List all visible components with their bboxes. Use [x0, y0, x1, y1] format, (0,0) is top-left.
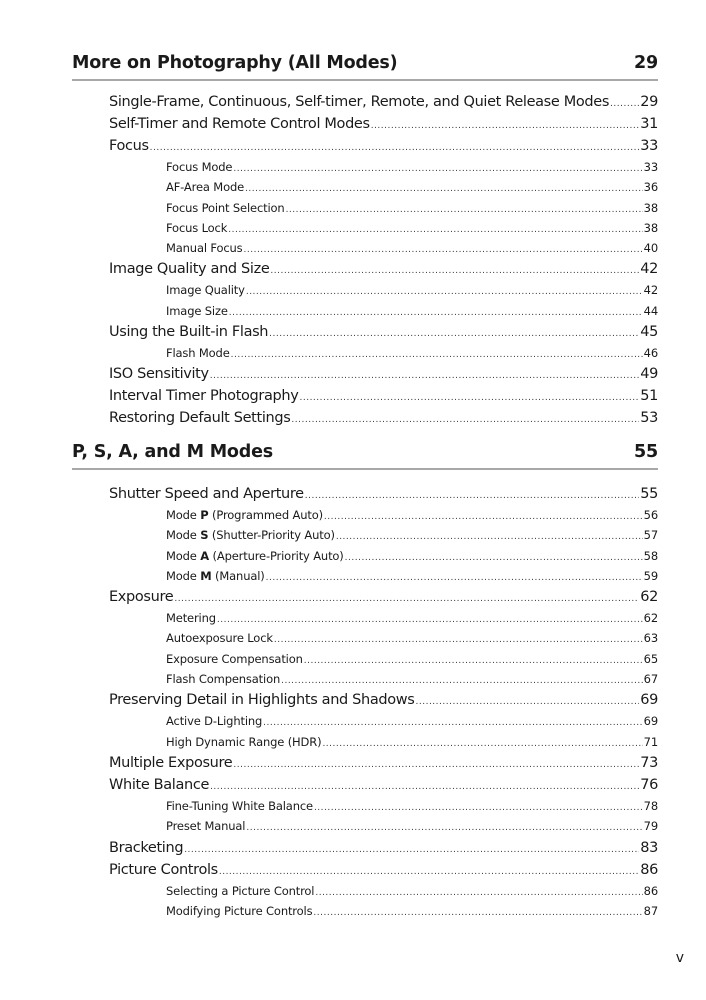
- toc-subentry[interactable]: [109, 649, 658, 669]
- entry-page-number: 40: [643, 241, 658, 256]
- entry-page-number: 71: [643, 734, 658, 749]
- dot-leader: [336, 527, 643, 547]
- entry-page-number: 36: [643, 180, 658, 195]
- dot-leader: [274, 630, 643, 650]
- toc-subentry[interactable]: [109, 546, 658, 566]
- dot-leader: [246, 818, 642, 838]
- dot-leader: [416, 691, 640, 713]
- dot-leader: [244, 240, 643, 260]
- dot-leader: [263, 713, 642, 733]
- entry-page-number: 51: [640, 388, 658, 405]
- entry-title: Focus Mode: [166, 160, 233, 174]
- dot-leader: [229, 303, 643, 323]
- entry-title: Image Quality and Size: [109, 261, 270, 278]
- toc-subentry[interactable]: [109, 343, 658, 363]
- entry-title-prefix: Mode: [166, 548, 201, 563]
- dot-leader: [233, 754, 639, 776]
- entry-title: Metering: [166, 611, 216, 626]
- mode-letter: S: [200, 528, 209, 543]
- dot-leader: [305, 485, 639, 507]
- entry-page-number: 62: [643, 611, 658, 626]
- toc-entry[interactable]: [109, 689, 658, 711]
- entry-title: [166, 505, 323, 525]
- entry-page-number: 44: [643, 303, 658, 318]
- toc-subentry[interactable]: [109, 157, 658, 177]
- toc-entries-list: [72, 81, 658, 429]
- toc-entry[interactable]: [109, 483, 658, 505]
- section-title: More on Photography (All Modes): [72, 53, 398, 73]
- toc-subentry[interactable]: [109, 628, 658, 648]
- dot-leader: [281, 671, 643, 691]
- entry-page-number: 63: [643, 631, 658, 646]
- toc-entries-list: [72, 470, 658, 921]
- dot-leader: [314, 798, 643, 818]
- entry-title: Shutter Speed and Aperture: [109, 486, 304, 502]
- dot-leader: [246, 282, 643, 302]
- entry-title: Manual Focus: [166, 241, 243, 256]
- entry-title: Exposure Compensation: [166, 651, 303, 666]
- entry-page-number: 31: [640, 116, 658, 132]
- toc-section-more-on-photography: [72, 52, 658, 429]
- entry-page-number: 42: [640, 261, 658, 278]
- dot-leader: [270, 260, 639, 282]
- entry-page-number: 53: [640, 410, 658, 427]
- toc-subentry[interactable]: [109, 816, 658, 836]
- entry-title: Bracketing: [109, 839, 184, 856]
- toc-entry[interactable]: [109, 385, 658, 407]
- entry-page-number: 79: [643, 819, 658, 834]
- entry-page-number: 65: [643, 651, 658, 666]
- section-page-number: 55: [634, 442, 658, 462]
- entry-title-suffix: (Shutter-Priority Auto): [208, 528, 335, 543]
- entry-page-number: 69: [643, 714, 658, 729]
- toc-subentry[interactable]: [109, 238, 658, 258]
- dot-leader: [210, 365, 639, 387]
- toc-subentry[interactable]: [109, 218, 658, 238]
- entry-title: Preserving Detail in Highlights and Shadows: [109, 692, 415, 709]
- entry-page-number: 38: [643, 200, 658, 215]
- toc-section-psam-modes: [72, 441, 658, 921]
- dot-leader: [150, 137, 640, 159]
- entry-title: [166, 525, 335, 545]
- entry-title-suffix: (Aperture-Priority Auto): [209, 548, 344, 563]
- section-header: [72, 441, 658, 470]
- entry-page-number: 76: [640, 776, 658, 793]
- entry-title: Exposure: [109, 589, 174, 606]
- dot-leader: [304, 651, 643, 671]
- entry-title: Restoring Default Settings: [109, 410, 291, 427]
- section-header: [72, 52, 658, 81]
- entry-title: Active D-Lighting: [166, 714, 263, 729]
- toc-subentry[interactable]: [109, 280, 658, 300]
- entry-page-number: 59: [643, 568, 658, 583]
- entry-page-number: 73: [640, 754, 658, 771]
- toc-entry[interactable]: [109, 837, 658, 859]
- mode-letter: P: [200, 508, 209, 522]
- entry-title-prefix: Mode: [166, 528, 201, 543]
- entry-title: Focus Point Selection: [166, 200, 285, 215]
- toc-subentry[interactable]: [109, 301, 658, 321]
- entry-page-number: 62: [640, 589, 658, 606]
- toc-subentry[interactable]: [109, 198, 658, 218]
- entry-title: Interval Timer Photography: [109, 388, 299, 405]
- toc-entry[interactable]: [109, 407, 658, 429]
- dot-leader: [322, 734, 642, 754]
- toc-subentry[interactable]: [109, 566, 658, 586]
- toc-subentry[interactable]: [109, 177, 658, 197]
- entry-title-suffix: (Manual): [211, 568, 265, 583]
- toc-entry[interactable]: [109, 91, 658, 113]
- dot-leader: [291, 409, 639, 431]
- entry-page-number: 83: [640, 839, 658, 856]
- entry-page-number: 46: [643, 346, 658, 361]
- toc-subentry[interactable]: [109, 525, 658, 545]
- toc-subentry[interactable]: [109, 711, 658, 731]
- entry-page-number: 33: [640, 138, 658, 154]
- toc-entry[interactable]: [109, 113, 658, 135]
- toc-entry[interactable]: [109, 774, 658, 796]
- section-page-number: 29: [634, 53, 658, 73]
- entry-title: Picture Controls: [109, 861, 218, 878]
- entry-page-number: 86: [643, 883, 658, 898]
- dot-leader: [231, 345, 643, 365]
- entry-page-number: 56: [643, 508, 658, 522]
- toc-subentry[interactable]: [109, 881, 658, 901]
- entry-page-number: 86: [640, 861, 658, 878]
- dot-leader: [210, 776, 639, 798]
- toc-entry[interactable]: [109, 586, 658, 608]
- dot-leader: [315, 883, 642, 903]
- entry-title: [166, 566, 265, 586]
- dot-leader: [233, 159, 642, 179]
- toc-entry[interactable]: [109, 135, 658, 157]
- entry-page-number: 45: [640, 324, 658, 341]
- entry-page-number: 69: [640, 692, 658, 709]
- entry-title-prefix: Mode: [166, 568, 201, 583]
- entry-page-number: 58: [643, 548, 658, 563]
- toc-entry[interactable]: [109, 258, 658, 280]
- toc-subentry[interactable]: [109, 901, 658, 921]
- dot-leader: [269, 323, 639, 345]
- entry-page-number: 55: [640, 486, 658, 502]
- entry-title: Focus: [109, 138, 149, 154]
- entry-title: Flash Mode: [166, 346, 230, 361]
- entry-title: Multiple Exposure: [109, 754, 233, 771]
- toc-entry[interactable]: [109, 363, 658, 385]
- dot-leader: [217, 610, 643, 630]
- entry-page-number: 49: [640, 366, 658, 383]
- entry-title: Preset Manual: [166, 819, 246, 834]
- entry-page-number: 38: [643, 220, 658, 235]
- entry-page-number: 78: [643, 798, 658, 813]
- dot-leader: [174, 588, 639, 610]
- entry-title: Modifying Picture Controls: [166, 903, 313, 918]
- entry-page-number: 42: [643, 283, 658, 298]
- dot-leader: [245, 179, 643, 199]
- toc-entry[interactable]: [109, 752, 658, 774]
- entry-title: Using the Built-in Flash: [109, 324, 269, 341]
- entry-title: Single-Frame, Continuous, Self-timer, Remote, and Quiet Release Modes: [109, 94, 610, 110]
- dot-leader: [345, 548, 643, 568]
- page-folio: v: [675, 950, 684, 966]
- entry-page-number: 67: [643, 672, 658, 687]
- dot-leader: [610, 93, 639, 115]
- toc-entry[interactable]: [109, 321, 658, 343]
- toc-subentry[interactable]: [109, 732, 658, 752]
- entry-title-prefix: Mode: [166, 508, 201, 522]
- toc-subentry[interactable]: [109, 669, 658, 689]
- entry-title: AF-Area Mode: [166, 180, 245, 195]
- dot-leader: [266, 568, 643, 588]
- entry-title-suffix: (Programmed Auto): [208, 508, 323, 522]
- entry-title: [166, 546, 344, 566]
- toc-subentry[interactable]: [109, 796, 658, 816]
- toc-subentry[interactable]: [109, 505, 658, 525]
- dot-leader: [371, 115, 640, 137]
- entry-title: Image Quality: [166, 283, 245, 298]
- entry-page-number: 57: [643, 528, 658, 543]
- entry-page-number: 29: [640, 94, 658, 110]
- dot-leader: [324, 507, 643, 527]
- dot-leader: [299, 387, 639, 409]
- entry-title: Flash Compensation: [166, 672, 281, 687]
- dot-leader: [313, 903, 642, 923]
- entry-title: Autoexposure Lock: [166, 631, 273, 646]
- entry-title: Image Size: [166, 303, 228, 318]
- entry-title: High Dynamic Range (HDR): [166, 734, 322, 749]
- entry-title: Fine-Tuning White Balance: [166, 798, 313, 813]
- mode-letter: M: [200, 568, 212, 583]
- entry-title: White Balance: [109, 776, 210, 793]
- toc-entry[interactable]: [109, 859, 658, 881]
- entry-title: Self-Timer and Remote Control Modes: [109, 116, 370, 132]
- mode-letter: A: [200, 548, 210, 563]
- entry-page-number: 33: [643, 160, 658, 174]
- entry-title: Focus Lock: [166, 220, 228, 235]
- entry-page-number: 87: [643, 903, 658, 918]
- dot-leader: [184, 839, 639, 861]
- toc-subentry[interactable]: [109, 608, 658, 628]
- dot-leader: [286, 200, 643, 220]
- dot-leader: [228, 220, 642, 240]
- section-title: P, S, A, and M Modes: [72, 442, 273, 462]
- entry-title: ISO Sensitivity: [109, 366, 209, 383]
- entry-title: Selecting a Picture Control: [166, 883, 315, 898]
- dot-leader: [219, 861, 639, 883]
